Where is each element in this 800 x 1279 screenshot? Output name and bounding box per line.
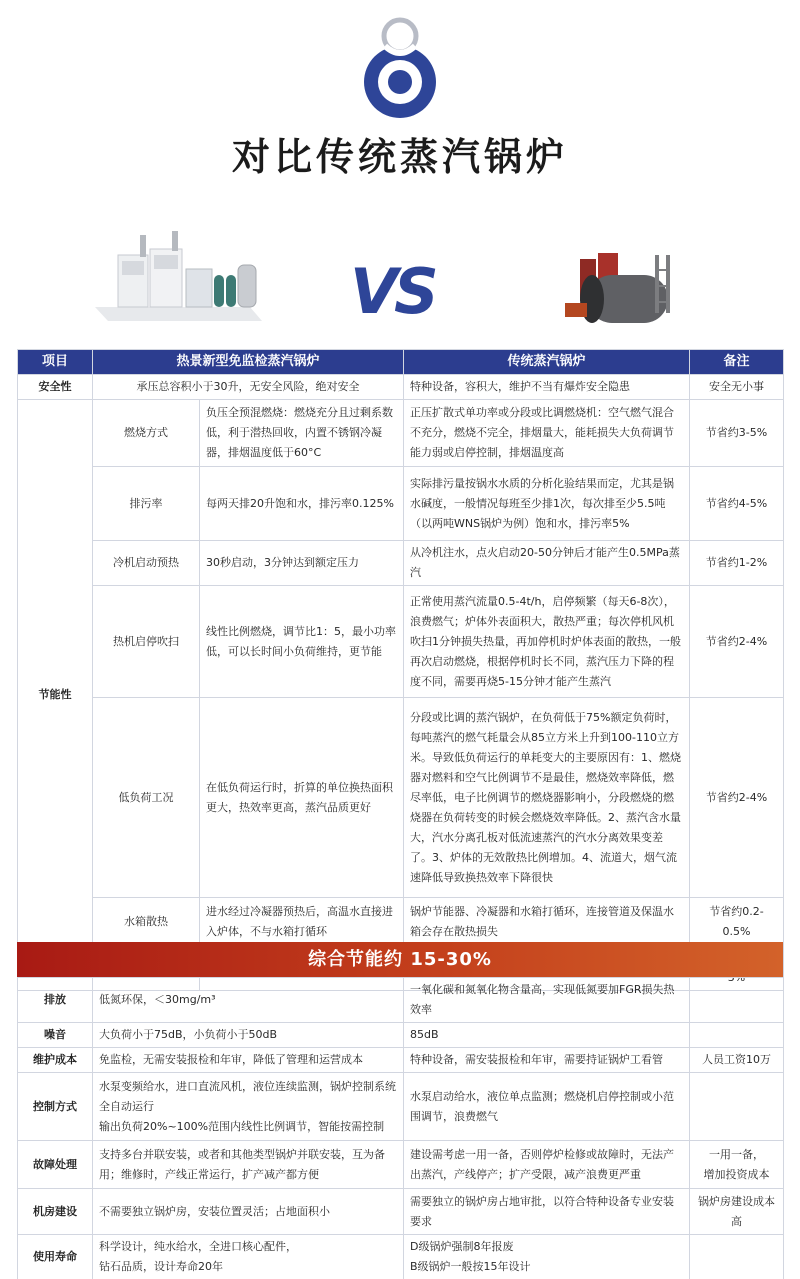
cell-new: 科学设计，纯水给水，全进口核心配件， 钻石品质，设计寿命20年	[93, 1235, 404, 1279]
cell-new: 进水经过冷凝器预热后，高温水直接进入炉体，不与水箱打循环	[200, 898, 404, 946]
table-row	[18, 541, 784, 586]
cell-note	[690, 1023, 784, 1048]
cell-item: 燃烧方式	[93, 400, 200, 467]
cell-new: 承压总容积小于30升，无安全风险，绝对安全	[93, 375, 404, 400]
header-item: 项目	[18, 350, 93, 375]
cell-old: 正压扩散式单功率或分段或比调燃烧机：空气燃气混合不充分，燃烧不完全，排烟量大，能耗损失大负荷调节能力弱或启停控制，排烟温度高	[404, 400, 690, 467]
table-row	[18, 978, 784, 1023]
row-category: 使用寿命	[18, 1235, 93, 1279]
cell-note	[690, 978, 784, 1023]
cell-note: 一用一备， 增加投资成本	[690, 1141, 784, 1189]
row-category: 维护成本	[18, 1048, 93, 1073]
cell-old: 实际排污量按锅水水质的分析化验结果而定，尤其是锅水碱度，一般情况每班至少排1次，每次排至少5.5吨（以两吨WNS锅炉为例）饱和水，排污率5%	[404, 467, 690, 541]
vs-label: VS	[350, 255, 435, 328]
table-row	[18, 1048, 784, 1073]
cell-old: 分段或比调的蒸汽锅炉，在负荷低于75%额定负荷时，每吨蒸汽的燃气耗量会从85立方米上升到100-110立方米。导致低负荷运行的单耗变大的主要原因有：1、燃烧器对燃料和空气比例调节不是最佳，燃烧效率降低，燃尽率低，电子比例调节的燃烧器影响小，分段燃烧的燃烧器在负荷转变的时候会燃烧效率降低。2、蒸汽含水量大，汽水分离孔板对低流速蒸汽的汽水分离效果变差了。3、炉体的无效散热比例增加。4、流道大，烟气流速降低导致换热效率下降很快	[404, 698, 690, 898]
cell-new: 在低负荷运行时，折算的单位换热面积更大，热效率更高，蒸汽品质更好	[200, 698, 404, 898]
cell-old: 特种设备，容积大，维护不当有爆炸安全隐患	[404, 375, 690, 400]
cell-note	[690, 1235, 784, 1279]
table-row	[18, 586, 784, 698]
cell-new: 大负荷小于75dB，小负荷小于50dB	[93, 1023, 404, 1048]
table-row	[18, 1235, 784, 1279]
cell-item: 低负荷工况	[93, 698, 200, 898]
cell-new: 免监检，无需安装报检和年审，降低了管理和运营成本	[93, 1048, 404, 1073]
cell-note	[690, 1073, 784, 1141]
header-old-boiler: 传统蒸汽锅炉	[404, 350, 690, 375]
table-row	[18, 698, 784, 898]
table-row-safety	[18, 375, 784, 400]
cell-old: 水泵启动给水，液位单点监测；燃烧机启停控制或小范围调节，浪费燃气	[404, 1073, 690, 1141]
table-row	[18, 400, 784, 467]
cell-old: 85dB	[404, 1023, 690, 1048]
cell-item: 热机启停吹扫	[93, 586, 200, 698]
cell-new: 30秒启动，3分钟达到额定压力	[200, 541, 404, 586]
cell-note: 节省约4-5%	[690, 467, 784, 541]
cell-note: 节省约2-4%	[690, 586, 784, 698]
cell-new: 每两天排20升饱和水，排污率0.125%	[200, 467, 404, 541]
cell-new: 负压全预混燃烧：燃烧充分且过剩系数低，利于潜热回收，内置不锈钢冷凝器，排烟温度低于60°C	[200, 400, 404, 467]
table-row	[18, 467, 784, 541]
cell-item: 冷机启动预热	[93, 541, 200, 586]
table-row	[18, 1023, 784, 1048]
row-category: 故障处理	[18, 1141, 93, 1189]
row-category: 安全性	[18, 375, 93, 400]
cell-note: 节省约3-5%	[690, 400, 784, 467]
cell-old: 建设需考虑一用一备，否则停炉检修或故障时，无法产出蒸汽，产线停产；扩产受限，减产浪费更严重	[404, 1141, 690, 1189]
comparison-table-secondary	[17, 977, 784, 1279]
row-category: 排放	[18, 978, 93, 1023]
new-steam-generator-image	[95, 231, 262, 321]
row-category: 机房建设	[18, 1189, 93, 1235]
table-row	[18, 1141, 784, 1189]
header-new-boiler: 热景新型免监检蒸汽锅炉	[93, 350, 404, 375]
cell-old: 从冷机注水，点火启动20-50分钟后才能产生0.5MPa蒸汽	[404, 541, 690, 586]
row-category: 噪音	[18, 1023, 93, 1048]
row-category: 控制方式	[18, 1073, 93, 1141]
cell-new: 不需要独立锅炉房，安装位置灵活；占地面积小	[93, 1189, 404, 1235]
table-header-row	[18, 350, 784, 375]
cell-old: D级锅炉强制8年报废 B级锅炉一般按15年设计	[404, 1235, 690, 1279]
cell-note: 节省约2-4%	[690, 698, 784, 898]
comparison-table	[17, 349, 784, 991]
number-8-circle-logo	[355, 12, 445, 122]
cell-old: 需要独立的锅炉房占地审批，以符合特种设备专业安装要求	[404, 1189, 690, 1235]
cell-note: 节省约1-2%	[690, 541, 784, 586]
header-note: 备注	[690, 350, 784, 375]
cell-note: 节省约0.2-0.5%	[690, 898, 784, 946]
cell-note: 锅炉房建设成本高	[690, 1189, 784, 1235]
table-row	[18, 898, 784, 946]
cell-new: 水泵变频给水，进口直流风机，液位连续监测，锅炉控制系统全自动运行 输出负荷20%~100%范围内线性比例调节，智能按需控制	[93, 1073, 404, 1141]
cell-old: 特种设备，需安装报检和年审，需要持证锅炉工看管	[404, 1048, 690, 1073]
cell-item: 排污率	[93, 467, 200, 541]
cell-new: 支持多台并联安装，或者和其他类型锅炉并联安装，互为备用；维修时，产线正常运行，扩产减产都方便	[93, 1141, 404, 1189]
cell-old: 正常使用蒸汽流量0.5-4t/h，启停频繁（每天6-8次），浪费燃气；炉体外表面积大，散热严重；每次停机风机吹扫1分钟损失热量，再加停机时炉体表面的散热，一般再次启动燃烧，根据停机时长不同，蒸汽压力下降的程度不同，需要再烧5-15分钟才能产生蒸汽	[404, 586, 690, 698]
cell-old: 锅炉节能器、冷凝器和水箱打循环，连接管道及保温水箱会存在散热损失	[404, 898, 690, 946]
cell-new: 低氮环保，＜30mg/m³	[93, 978, 404, 1023]
cell-note: 人员工资10万	[690, 1048, 784, 1073]
row-category: 节能性	[18, 400, 93, 991]
page-title: 对比传统蒸汽锅炉	[231, 135, 568, 179]
table-row	[18, 1073, 784, 1141]
table-row	[18, 1189, 784, 1235]
cell-new: 线性比例燃烧，调节比1：5，最小功率低，可以长时间小负荷维持，更节能	[200, 586, 404, 698]
traditional-boiler-image	[565, 253, 670, 323]
cell-item: 水箱散热	[93, 898, 200, 946]
cell-note: 安全无小事	[690, 375, 784, 400]
cell-old: 一氧化碳和氮氧化物含量高，实现低氮要加FGR损失热效率	[404, 978, 690, 1023]
energy-saving-banner: 综合节能约 15-30%	[17, 942, 783, 978]
